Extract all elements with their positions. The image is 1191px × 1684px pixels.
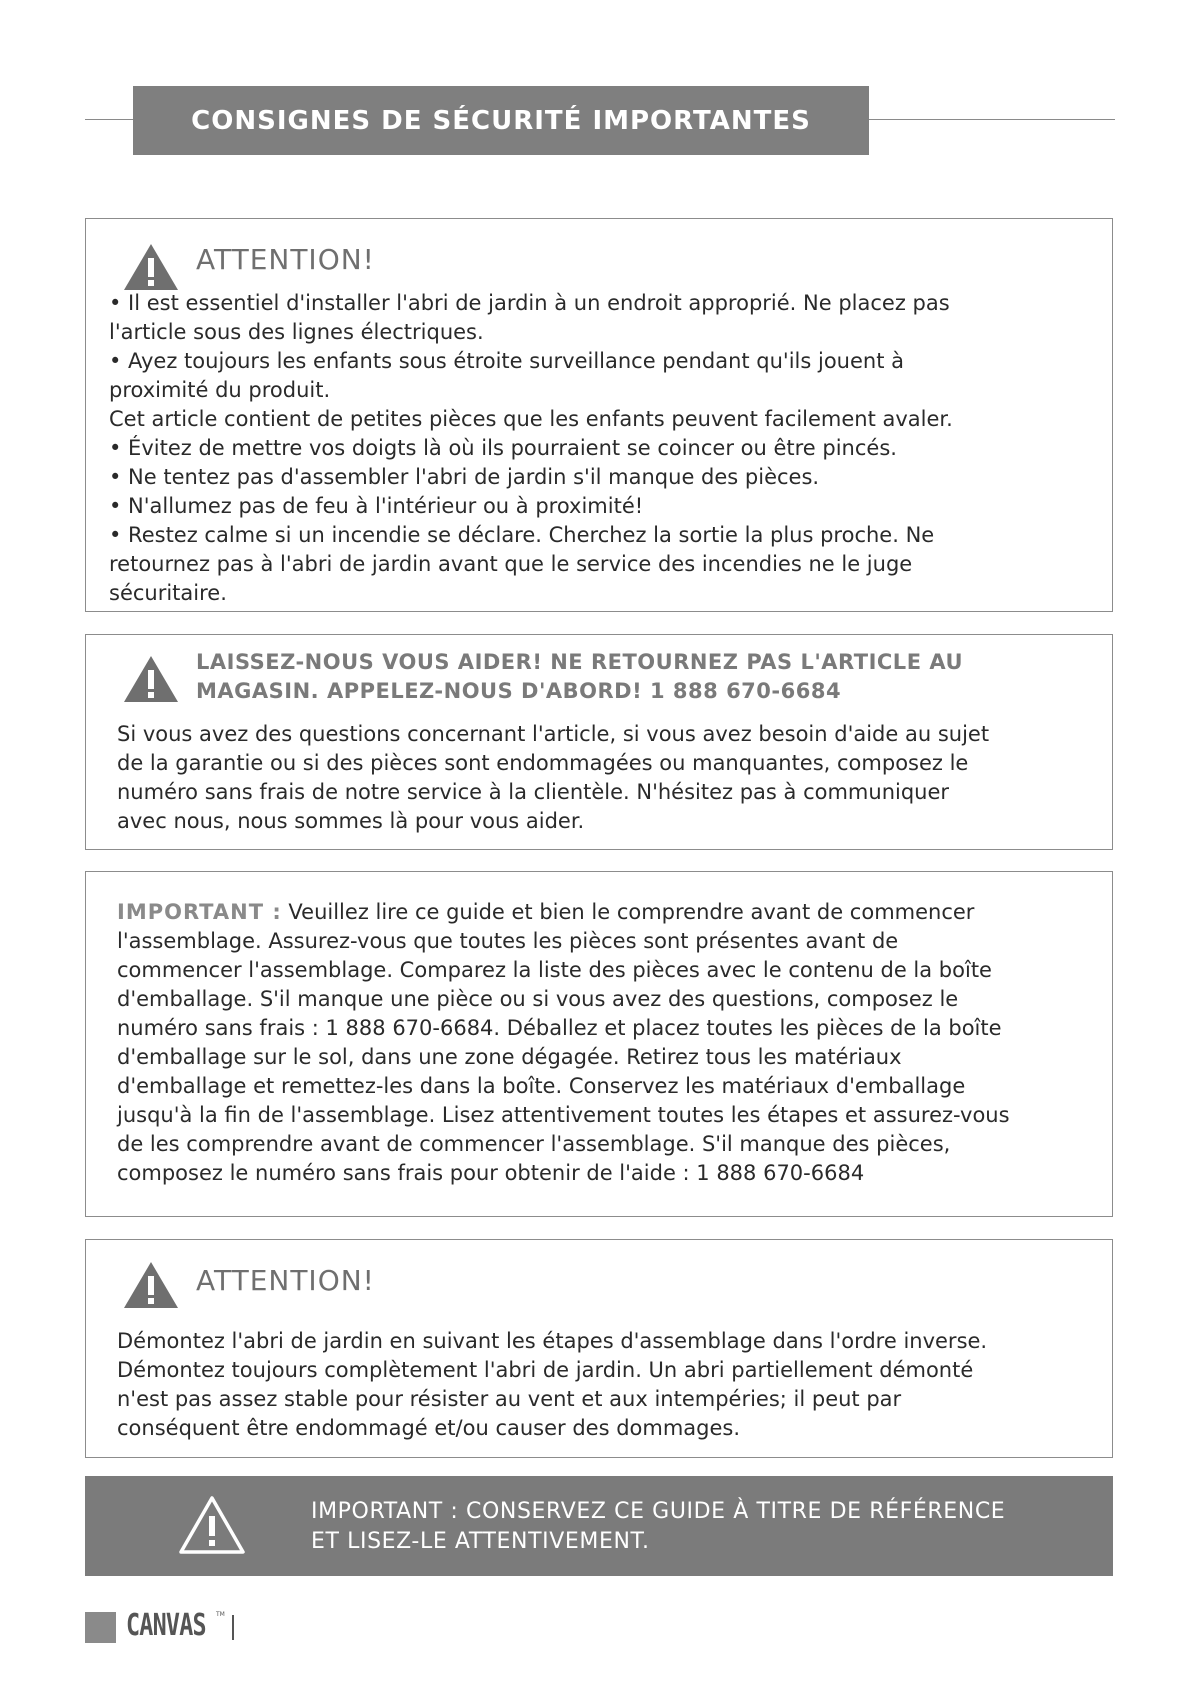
attention-text [109, 289, 953, 608]
text-line: • Évitez de mettre vos doigts là où ils pourraient se coincer ou être pincés. [109, 436, 897, 460]
text-line: sécuritaire. [109, 581, 227, 605]
text-line: jusqu'à la fin de l'assemblage. Lisez attentivement toutes les étapes et assurez-vous [117, 1103, 1010, 1127]
help-heading [196, 648, 963, 706]
text-line: Démontez toujours complètement l'abri de jardin. Un abri partiellement démonté [117, 1358, 974, 1382]
banner-text [311, 1497, 1005, 1557]
attention-heading: ATTENTION! [196, 243, 375, 276]
text-line: composez le numéro sans frais pour obtenir de l'aide : 1 888 670-6684 [117, 1161, 865, 1185]
text-line: • Ne tentez pas d'assembler l'abri de jardin s'il manque des pièces. [109, 465, 820, 489]
footer-divider [232, 1615, 234, 1640]
important-label: IMPORTANT : [117, 900, 282, 924]
text-line: l'article sous des lignes électriques. [109, 320, 484, 344]
important-box [85, 871, 1113, 1217]
text-line: d'emballage sur le sol, dans une zone dégagée. Retirez tous les matériaux [117, 1045, 902, 1069]
text-line: • N'allumez pas de feu à l'intérieur ou à proximité! [109, 494, 644, 518]
disassembly-text [117, 1327, 987, 1443]
page-title: CONSIGNES DE SÉCURITÉ IMPORTANTES [133, 86, 869, 155]
warning-triangle-icon [122, 242, 180, 292]
text-line: • Restez calme si un incendie se déclare. Cherchez la sortie la plus proche. Ne [109, 523, 935, 547]
brand-logo: CANVAS [126, 1608, 206, 1643]
text-line: commencer l'assemblage. Comparez la liste des pièces avec le contenu de la boîte [117, 958, 992, 982]
text-line: n'est pas assez stable pour résister au vent et aux intempéries; il peut par [117, 1387, 902, 1411]
text-line: • Il est essentiel d'installer l'abri de jardin à un endroit approprié. Ne placez pas [109, 291, 950, 315]
warning-outline-icon [177, 1494, 247, 1556]
important-first-line: Veuillez lire ce guide et bien le comprendre avant de commencer [281, 900, 975, 924]
text-line: Cet article contient de petites pièces que les enfants peuvent facilement avaler. [109, 407, 953, 431]
text-line: avec nous, nous sommes là pour vous aider. [117, 809, 585, 833]
attention-box-1 [85, 218, 1113, 612]
help-heading-line: LAISSEZ-NOUS VOUS AIDER! NE RETOURNEZ PAS L'ARTICLE AU [196, 650, 964, 674]
text-line: Si vous avez des questions concernant l'article, si vous avez besoin d'aide au sujet [117, 722, 990, 746]
text-line: l'assemblage. Assurez-vous que toutes les pièces sont présentes avant de [117, 929, 899, 953]
attention-box-2 [85, 1239, 1113, 1458]
warning-triangle-icon [122, 1260, 180, 1310]
attention-heading: ATTENTION! [196, 1264, 375, 1297]
text-line: d'emballage et remettez-les dans la boîte. Conservez les matériaux d'emballage [117, 1074, 966, 1098]
trademark-mark: TM [216, 1611, 225, 1618]
text-line: de la garantie ou si des pièces sont endommagées ou manquantes, composez le [117, 751, 969, 775]
help-box [85, 634, 1113, 850]
banner-line: IMPORTANT : CONSERVEZ CE GUIDE À TITRE DE RÉFÉRENCE [311, 1499, 1006, 1524]
warning-triangle-icon [122, 654, 180, 704]
text-line: numéro sans frais de notre service à la clientèle. N'hésitez pas à communiquer [117, 780, 950, 804]
text-line: Démontez l'abri de jardin en suivant les étapes d'assemblage dans l'ordre inverse. [117, 1329, 988, 1353]
important-text [117, 898, 1010, 1188]
banner-line: ET LISEZ-LE ATTENTIVEMENT. [311, 1529, 650, 1554]
text-line: retournez pas à l'abri de jardin avant que le service des incendies ne le juge [109, 552, 913, 576]
footer-square [85, 1612, 116, 1643]
help-text [117, 720, 989, 836]
help-heading-line: MAGASIN. APPELEZ-NOUS D'ABORD! 1 888 670-6684 [196, 679, 842, 703]
text-line [117, 898, 1010, 927]
text-line: proximité du produit. [109, 378, 331, 402]
text-line: conséquent être endommagé et/ou causer des dommages. [117, 1416, 741, 1440]
text-line: • Ayez toujours les enfants sous étroite surveillance pendant qu'ils jouent à [109, 349, 904, 373]
text-line: de les comprendre avant de commencer l'assemblage. S'il manque des pièces, [117, 1132, 951, 1156]
text-line: d'emballage. S'il manque une pièce ou si vous avez des questions, composez le [117, 987, 959, 1011]
text-line: numéro sans frais : 1 888 670-6684. Déballez et placez toutes les pièces de la boîte [117, 1016, 1002, 1040]
keep-guide-banner [85, 1476, 1113, 1576]
